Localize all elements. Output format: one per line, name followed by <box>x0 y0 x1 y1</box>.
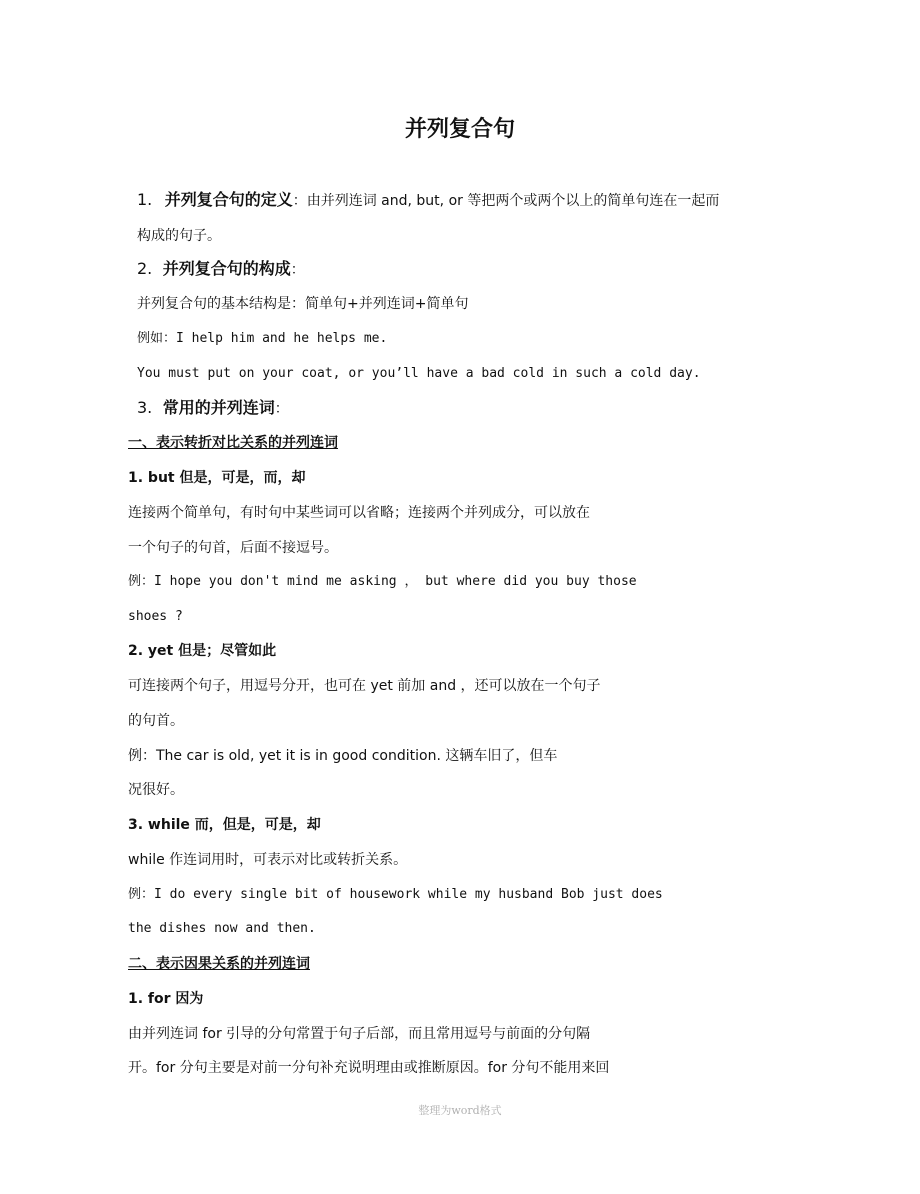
section-2-colon: ： <box>290 262 305 278</box>
item-while-example: the dishes now and then. <box>128 921 316 936</box>
section-1-heading: 并列复合句的定义 <box>164 190 293 209</box>
section-2-number: 2. <box>137 259 153 278</box>
section-1-continuation: 构成的句子。 <box>137 228 221 244</box>
document-title: 并列复合句 <box>404 116 515 142</box>
section-2-line <box>137 259 305 280</box>
item-but-line: 一个句子的句首，后面不接逗号。 <box>128 540 338 556</box>
section-1-line <box>137 190 719 211</box>
item-yet-example: 况很好。 <box>128 782 184 798</box>
section-1-number: 1. <box>137 190 153 209</box>
section-1-text: ：由并列连词 and, but, or 等把两个或两个以上的简单句连在一起而 <box>292 193 720 209</box>
group-a-heading: 一、表示转折对比关系的并列连词 <box>128 435 338 451</box>
item-yet-heading: 2. yet 但是；尽管如此 <box>128 643 277 659</box>
item-but-example: 例：I hope you don't mind me asking ， but where did you buy those <box>128 574 637 589</box>
item-but-line: 连接两个简单句，有时句中某些词可以省略；连接两个并列成分，可以放在 <box>128 505 590 521</box>
group-b-heading: 二、表示因果关系的并列连词 <box>128 956 310 972</box>
item-while-example: 例：I do every single bit of housework while my husband Bob just does <box>128 887 663 902</box>
item-for-line: 由并列连词 for 引导的分句常置于句子后部，而且常用逗号与前面的分句隔 <box>128 1026 591 1042</box>
item-yet-line: 可连接两个句子，用逗号分开，也可在 yet 前加 and ，还可以放在一个句子 <box>128 678 601 694</box>
item-while-heading: 3. while 而，但是，可是，却 <box>128 817 321 833</box>
item-yet-line: 的句首。 <box>128 713 184 729</box>
item-yet-example: 例：The car is old, yet it is in good condition. 这辆车旧了，但车 <box>128 748 558 764</box>
item-for-heading: 1. for 因为 <box>128 991 204 1007</box>
example-1: 例如：I help him and he helps me. <box>137 331 388 346</box>
section-3-number: 3. <box>137 398 153 417</box>
item-but-example: shoes ? <box>128 609 183 624</box>
item-for-line: 开。for 分句主要是对前一分句补充说明理由或推断原因。for 分句不能用来回 <box>128 1060 610 1076</box>
item-but-heading: 1. but 但是，可是，而，却 <box>128 470 306 486</box>
section-2-heading: 并列复合句的构成 <box>162 259 291 278</box>
section-3-line <box>137 398 289 419</box>
section-3-colon: ： <box>274 401 289 417</box>
item-while-line: while 作连词用时，可表示对比或转折关系。 <box>128 852 408 868</box>
structure-text: 并列复合句的基本结构是：简单句+并列连词+简单句 <box>137 296 469 312</box>
footer-watermark: 整理为word格式 <box>418 1104 502 1117</box>
section-3-heading: 常用的并列连词 <box>162 398 275 417</box>
example-2: You must put on your coat, or you’ll have a bad cold in such a cold day. <box>137 366 701 381</box>
